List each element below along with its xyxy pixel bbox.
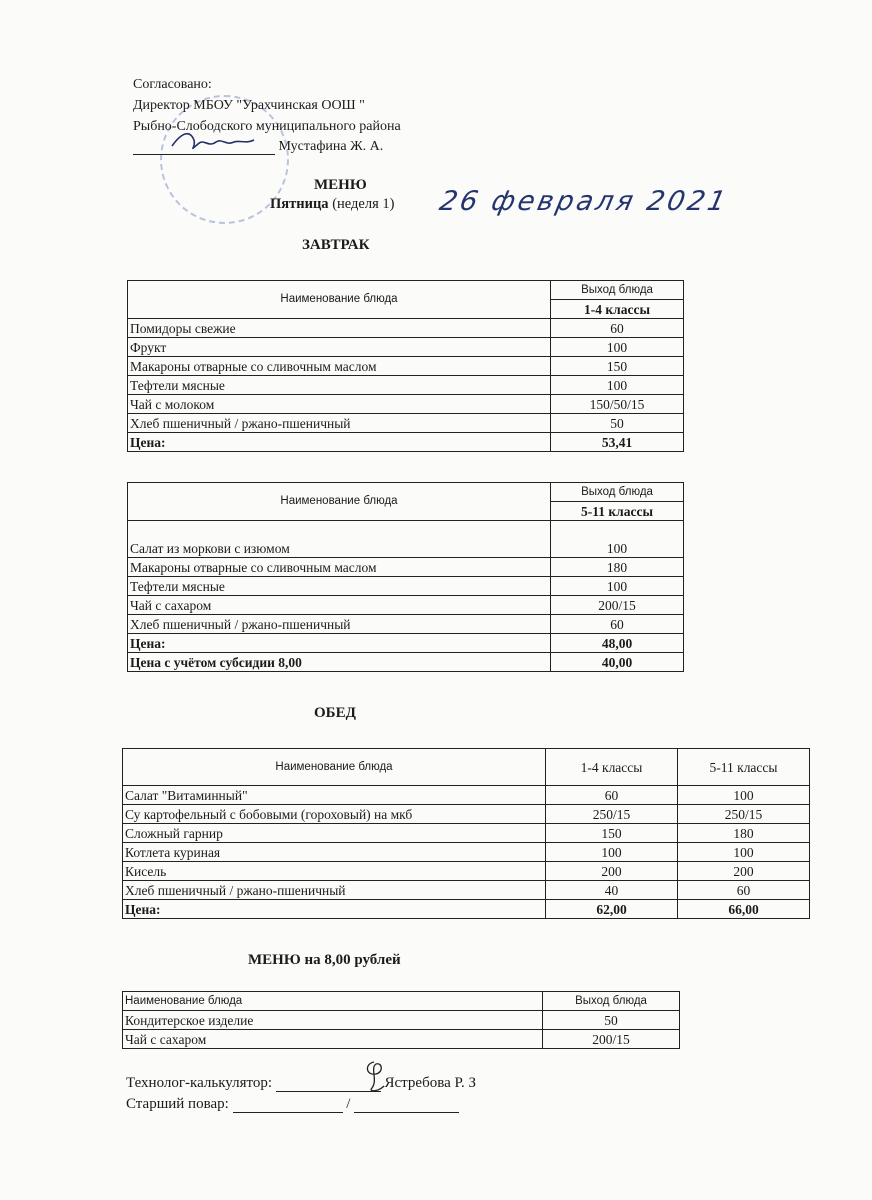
col-dish-name: Наименование блюда [123, 749, 546, 786]
dish-name: Макароны отварные со сливочным маслом [128, 357, 551, 376]
chef-label: Старший повар: [126, 1096, 229, 1112]
dish-output: 150 [551, 357, 684, 376]
breakfast-table-1-4 [127, 280, 684, 452]
dish-name: Тефтели мясные [128, 577, 551, 596]
subsidy-row [128, 653, 684, 672]
dish-name: Тефтели мясные [128, 376, 551, 395]
dish-name: Кисель [123, 862, 546, 881]
col-grade-5-11: 5-11 классы [678, 749, 810, 786]
lunch-title: ОБЕД [314, 705, 356, 721]
dish-name: Салат "Витаминный" [123, 786, 546, 805]
lunch-table [122, 748, 810, 919]
table-row [128, 577, 684, 596]
price-1-4: 62,00 [546, 900, 678, 919]
breakfast-title: ЗАВТРАК [302, 237, 370, 253]
table-row [123, 805, 810, 824]
dish-output: 180 [551, 558, 684, 577]
subsidy-label: Цена с учётом субсидии 8,00 [128, 653, 551, 672]
director-name: Мустафина Ж. А. [278, 139, 384, 154]
signature-blank [354, 1098, 459, 1113]
dish-name: Котлета куриная [123, 843, 546, 862]
price-label: Цена: [123, 900, 546, 919]
col-dish-name: Наименование блюда [123, 992, 543, 1011]
handwritten-date: 26 февраля 2021 [436, 186, 732, 217]
dish-output: 100 [551, 376, 684, 395]
output-1-4: 250/15 [546, 805, 678, 824]
output-5-11: 100 [678, 786, 810, 805]
dish-output: 100 [551, 577, 684, 596]
dish-output: 150/50/15 [551, 395, 684, 414]
output-5-11: 60 [678, 881, 810, 900]
table-row [128, 338, 684, 357]
table-row [128, 395, 684, 414]
price-value: 48,00 [551, 634, 684, 653]
dish-output: 100 [551, 521, 684, 558]
menu-title: МЕНЮ [314, 177, 367, 193]
col-dish-name: Наименование блюда [128, 483, 551, 521]
dish-name: Сложный гарнир [123, 824, 546, 843]
dish-name: Чай с сахаром [123, 1030, 543, 1049]
table-row [128, 615, 684, 634]
group-label: 1-4 классы [551, 300, 684, 319]
table-row [128, 376, 684, 395]
price-value: 53,41 [551, 433, 684, 452]
dish-name: Фрукт [128, 338, 551, 357]
week-label: (неделя 1) [332, 196, 395, 212]
table-row [123, 1011, 680, 1030]
price-row [123, 900, 810, 919]
table-row [128, 521, 684, 558]
col-dish-name: Наименование блюда [128, 281, 551, 319]
output-5-11: 250/15 [678, 805, 810, 824]
dish-output: 60 [551, 615, 684, 634]
dish-name: Хлеб пшеничный / ржано-пшеничный [128, 414, 551, 433]
dish-output: 200/15 [543, 1030, 680, 1049]
col-grade-1-4: 1-4 классы [546, 749, 678, 786]
chef-line [126, 1096, 459, 1113]
col-output: Выход блюда [551, 483, 684, 502]
col-output: Выход блюда [551, 281, 684, 300]
output-1-4: 40 [546, 881, 678, 900]
table-row [123, 786, 810, 805]
approval-director: Директор МБОУ "Урахчинская ООШ " [133, 98, 365, 113]
chef-signature-slash: / [346, 1096, 351, 1112]
table-row [123, 881, 810, 900]
technologist-line [126, 1075, 476, 1092]
price-5-11: 66,00 [678, 900, 810, 919]
output-5-11: 180 [678, 824, 810, 843]
approval-district: Рыбно-Слободского муниципального района [133, 119, 401, 134]
dish-output: 50 [543, 1011, 680, 1030]
table-row [128, 357, 684, 376]
snack-table [122, 991, 680, 1049]
dish-name: Чай с молоком [128, 395, 551, 414]
dish-output: 100 [551, 338, 684, 357]
dish-name: Макароны отварные со сливочным маслом [128, 558, 551, 577]
dish-output: 50 [551, 414, 684, 433]
output-1-4: 200 [546, 862, 678, 881]
col-output: Выход блюда [543, 992, 680, 1011]
dish-name: Помидоры свежие [128, 319, 551, 338]
table-row [128, 558, 684, 577]
output-5-11: 100 [678, 843, 810, 862]
output-1-4: 60 [546, 786, 678, 805]
technologist-name: Ястребова Р. З [384, 1075, 476, 1091]
table-row [123, 1030, 680, 1049]
output-1-4: 100 [546, 843, 678, 862]
dish-name: Кондитерское изделие [123, 1011, 543, 1030]
dish-name: Су картофельный с бобовыми (гороховый) на мкб [123, 805, 546, 824]
dish-name: Хлеб пшеничный / ржано-пшеничный [128, 615, 551, 634]
day-name: Пятница [270, 196, 329, 212]
subsidy-value: 40,00 [551, 653, 684, 672]
dish-output: 200/15 [551, 596, 684, 615]
day-line [270, 196, 394, 213]
table-row [128, 596, 684, 615]
dish-name: Чай с сахаром [128, 596, 551, 615]
table-row [123, 843, 810, 862]
price-row [128, 433, 684, 452]
breakfast-table-5-11 [127, 482, 684, 672]
table-row [123, 824, 810, 843]
output-1-4: 150 [546, 824, 678, 843]
director-signature-icon [168, 126, 268, 158]
technologist-signature-icon [356, 1058, 396, 1096]
approval-label: Согласовано: [133, 77, 212, 92]
price-row [128, 634, 684, 653]
signature-blank [233, 1098, 343, 1113]
technologist-label: Технолог-калькулятор: [126, 1075, 273, 1091]
group-label: 5-11 классы [551, 502, 684, 521]
price-label: Цена: [128, 433, 551, 452]
price-label: Цена: [128, 634, 551, 653]
dish-output: 60 [551, 319, 684, 338]
snack-title: МЕНЮ на 8,00 рублей [248, 952, 401, 968]
table-row [128, 319, 684, 338]
dish-name: Хлеб пшеничный / ржано-пшеничный [123, 881, 546, 900]
table-row [123, 862, 810, 881]
table-row [128, 414, 684, 433]
output-5-11: 200 [678, 862, 810, 881]
dish-name: Салат из моркови с изюмом [128, 521, 551, 558]
